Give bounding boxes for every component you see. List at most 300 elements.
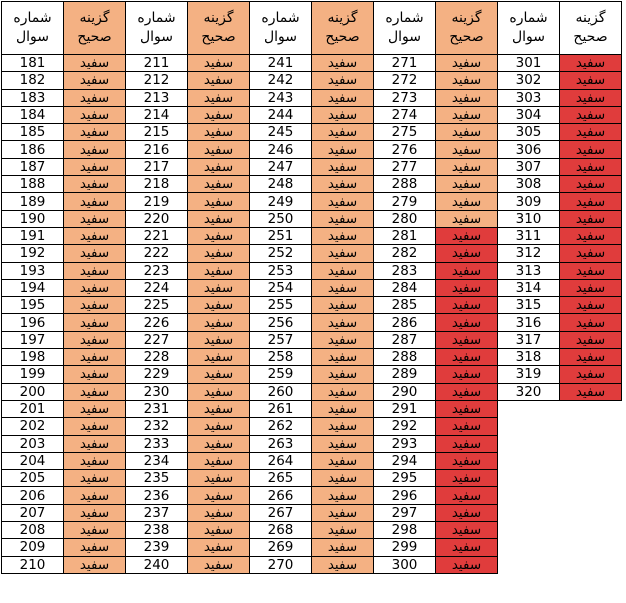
correct-answer-cell: سفید	[188, 106, 250, 123]
correct-answer-cell: سفید	[64, 124, 126, 141]
table-row	[2, 141, 622, 158]
correct-answer-cell: سفید	[312, 227, 374, 244]
correct-answer-cell: سفید	[560, 227, 622, 244]
header-row	[2, 2, 622, 55]
correct-answer-cell: سفید	[64, 210, 126, 227]
header-question-number: شماره سوال	[374, 2, 436, 55]
question-number-cell: 186	[2, 141, 64, 158]
question-number-cell: 209	[2, 539, 64, 556]
question-number-cell: 283	[374, 262, 436, 279]
question-number-cell: 282	[374, 245, 436, 262]
correct-answer-cell: سفید	[312, 193, 374, 210]
correct-answer-cell: سفید	[312, 314, 374, 331]
table-row	[2, 349, 622, 366]
question-number-cell: 298	[374, 522, 436, 539]
question-number-cell: 318	[498, 349, 560, 366]
correct-answer-cell: سفید	[560, 262, 622, 279]
question-number-cell: 211	[126, 55, 188, 72]
question-number-cell: 246	[250, 141, 312, 158]
correct-answer-cell: سفید	[560, 124, 622, 141]
empty-cell	[498, 522, 560, 539]
question-number-cell: 292	[374, 418, 436, 435]
question-number-cell: 222	[126, 245, 188, 262]
empty-cell	[498, 556, 560, 573]
question-number-cell: 271	[374, 55, 436, 72]
table-row	[2, 383, 622, 400]
correct-answer-cell: سفید	[188, 193, 250, 210]
table-row	[2, 452, 622, 469]
correct-answer-cell: سفید	[188, 349, 250, 366]
empty-cell	[560, 539, 622, 556]
question-number-cell: 210	[2, 556, 64, 573]
question-number-cell: 308	[498, 176, 560, 193]
correct-answer-cell: سفید	[64, 487, 126, 504]
table-row	[2, 400, 622, 417]
correct-answer-cell: سفید	[64, 55, 126, 72]
correct-answer-cell: سفید	[436, 331, 498, 348]
question-number-cell: 270	[250, 556, 312, 573]
correct-answer-cell: سفید	[188, 556, 250, 573]
question-number-cell: 241	[250, 55, 312, 72]
correct-answer-cell: سفید	[188, 55, 250, 72]
question-number-cell: 255	[250, 297, 312, 314]
correct-answer-cell: سفید	[64, 435, 126, 452]
question-number-cell: 223	[126, 262, 188, 279]
correct-answer-cell: سفید	[436, 418, 498, 435]
empty-cell	[560, 418, 622, 435]
question-number-cell: 231	[126, 400, 188, 417]
question-number-cell: 229	[126, 366, 188, 383]
question-number-cell: 320	[498, 383, 560, 400]
correct-answer-cell: سفید	[188, 487, 250, 504]
question-number-cell: 228	[126, 349, 188, 366]
correct-answer-cell: سفید	[436, 349, 498, 366]
question-number-cell: 316	[498, 314, 560, 331]
correct-answer-cell: سفید	[312, 349, 374, 366]
table-row	[2, 314, 622, 331]
correct-answer-cell: سفید	[312, 539, 374, 556]
correct-answer-cell: سفید	[312, 106, 374, 123]
correct-answer-cell: سفید	[312, 522, 374, 539]
correct-answer-cell: سفید	[312, 141, 374, 158]
question-number-cell: 311	[498, 227, 560, 244]
table-row	[2, 227, 622, 244]
header-question-number: شماره سوال	[498, 2, 560, 55]
question-number-cell: 221	[126, 227, 188, 244]
question-number-cell: 257	[250, 331, 312, 348]
empty-cell	[498, 539, 560, 556]
question-number-cell: 212	[126, 72, 188, 89]
question-number-cell: 289	[374, 366, 436, 383]
question-number-cell: 266	[250, 487, 312, 504]
question-number-cell: 264	[250, 452, 312, 469]
correct-answer-cell: سفید	[436, 176, 498, 193]
correct-answer-cell: سفید	[188, 435, 250, 452]
correct-answer-cell: سفید	[436, 279, 498, 296]
correct-answer-cell: سفید	[436, 141, 498, 158]
question-number-cell: 234	[126, 452, 188, 469]
question-number-cell: 199	[2, 366, 64, 383]
correct-answer-cell: سفید	[312, 55, 374, 72]
question-number-cell: 218	[126, 176, 188, 193]
correct-answer-cell: سفید	[312, 556, 374, 573]
question-number-cell: 263	[250, 435, 312, 452]
empty-cell	[560, 522, 622, 539]
correct-answer-cell: سفید	[312, 124, 374, 141]
question-number-cell: 277	[374, 158, 436, 175]
correct-answer-cell: سفید	[312, 89, 374, 106]
correct-answer-cell: سفید	[436, 227, 498, 244]
correct-answer-cell: سفید	[436, 383, 498, 400]
correct-answer-cell: سفید	[188, 227, 250, 244]
question-number-cell: 314	[498, 279, 560, 296]
question-number-cell: 249	[250, 193, 312, 210]
question-number-cell: 285	[374, 297, 436, 314]
header-correct-option: گزینه صحیح	[560, 2, 622, 55]
correct-answer-cell: سفید	[560, 210, 622, 227]
question-number-cell: 251	[250, 227, 312, 244]
answer-key-table-container	[1, 1, 622, 574]
correct-answer-cell: سفید	[64, 539, 126, 556]
correct-answer-cell: سفید	[436, 193, 498, 210]
correct-answer-cell: سفید	[188, 158, 250, 175]
question-number-cell: 290	[374, 383, 436, 400]
correct-answer-cell: سفید	[560, 331, 622, 348]
question-number-cell: 319	[498, 366, 560, 383]
correct-answer-cell: سفید	[436, 487, 498, 504]
correct-answer-cell: سفید	[560, 55, 622, 72]
answer-key-table	[1, 1, 622, 574]
correct-answer-cell: سفید	[64, 349, 126, 366]
question-number-cell: 295	[374, 470, 436, 487]
empty-cell	[498, 452, 560, 469]
question-number-cell: 207	[2, 504, 64, 521]
table-row	[2, 176, 622, 193]
correct-answer-cell: سفید	[436, 210, 498, 227]
correct-answer-cell: سفید	[436, 400, 498, 417]
table-row	[2, 297, 622, 314]
correct-answer-cell: سفید	[560, 158, 622, 175]
question-number-cell: 280	[374, 210, 436, 227]
question-number-cell: 245	[250, 124, 312, 141]
correct-answer-cell: سفید	[560, 141, 622, 158]
correct-answer-cell: سفید	[64, 106, 126, 123]
correct-answer-cell: سفید	[560, 193, 622, 210]
correct-answer-cell: سفید	[188, 452, 250, 469]
question-number-cell: 253	[250, 262, 312, 279]
question-number-cell: 303	[498, 89, 560, 106]
question-number-cell: 205	[2, 470, 64, 487]
question-number-cell: 267	[250, 504, 312, 521]
question-number-cell: 243	[250, 89, 312, 106]
empty-cell	[498, 435, 560, 452]
question-number-cell: 233	[126, 435, 188, 452]
table-row	[2, 158, 622, 175]
question-number-cell: 262	[250, 418, 312, 435]
header-question-number: شماره سوال	[2, 2, 64, 55]
correct-answer-cell: سفید	[312, 245, 374, 262]
question-number-cell: 188	[2, 176, 64, 193]
question-number-cell: 256	[250, 314, 312, 331]
correct-answer-cell: سفید	[312, 487, 374, 504]
correct-answer-cell: سفید	[188, 262, 250, 279]
question-number-cell: 260	[250, 383, 312, 400]
correct-answer-cell: سفید	[560, 176, 622, 193]
question-number-cell: 201	[2, 400, 64, 417]
table-row	[2, 72, 622, 89]
question-number-cell: 213	[126, 89, 188, 106]
correct-answer-cell: سفید	[436, 89, 498, 106]
question-number-cell: 268	[250, 522, 312, 539]
question-number-cell: 185	[2, 124, 64, 141]
question-number-cell: 182	[2, 72, 64, 89]
correct-answer-cell: سفید	[64, 470, 126, 487]
correct-answer-cell: سفید	[560, 349, 622, 366]
correct-answer-cell: سفید	[188, 89, 250, 106]
question-number-cell: 294	[374, 452, 436, 469]
correct-answer-cell: سفید	[560, 89, 622, 106]
correct-answer-cell: سفید	[436, 245, 498, 262]
question-number-cell: 312	[498, 245, 560, 262]
question-number-cell: 248	[250, 176, 312, 193]
question-number-cell: 197	[2, 331, 64, 348]
question-number-cell: 240	[126, 556, 188, 573]
correct-answer-cell: سفید	[436, 262, 498, 279]
correct-answer-cell: سفید	[436, 72, 498, 89]
header-correct-option: گزینه صحیح	[312, 2, 374, 55]
correct-answer-cell: سفید	[312, 366, 374, 383]
correct-answer-cell: سفید	[188, 297, 250, 314]
question-number-cell: 276	[374, 141, 436, 158]
table-row	[2, 89, 622, 106]
question-number-cell: 305	[498, 124, 560, 141]
correct-answer-cell: سفید	[64, 158, 126, 175]
correct-answer-cell: سفید	[188, 176, 250, 193]
question-number-cell: 300	[374, 556, 436, 573]
correct-answer-cell: سفید	[312, 435, 374, 452]
question-number-cell: 204	[2, 452, 64, 469]
question-number-cell: 227	[126, 331, 188, 348]
correct-answer-cell: سفید	[64, 297, 126, 314]
question-number-cell: 226	[126, 314, 188, 331]
question-number-cell: 225	[126, 297, 188, 314]
question-number-cell: 306	[498, 141, 560, 158]
correct-answer-cell: سفید	[188, 72, 250, 89]
correct-answer-cell: سفید	[560, 297, 622, 314]
question-number-cell: 239	[126, 539, 188, 556]
question-number-cell: 235	[126, 470, 188, 487]
question-number-cell: 230	[126, 383, 188, 400]
correct-answer-cell: سفید	[312, 452, 374, 469]
question-number-cell: 202	[2, 418, 64, 435]
correct-answer-cell: سفید	[560, 72, 622, 89]
correct-answer-cell: سفید	[312, 418, 374, 435]
question-number-cell: 310	[498, 210, 560, 227]
question-number-cell: 317	[498, 331, 560, 348]
table-row	[2, 262, 622, 279]
question-number-cell: 288	[374, 176, 436, 193]
correct-answer-cell: سفید	[188, 400, 250, 417]
table-row	[2, 504, 622, 521]
table-row	[2, 279, 622, 296]
correct-answer-cell: سفید	[312, 262, 374, 279]
question-number-cell: 236	[126, 487, 188, 504]
correct-answer-cell: سفید	[436, 314, 498, 331]
empty-cell	[498, 418, 560, 435]
question-number-cell: 309	[498, 193, 560, 210]
correct-answer-cell: سفید	[312, 383, 374, 400]
question-number-cell: 214	[126, 106, 188, 123]
correct-answer-cell: سفید	[436, 435, 498, 452]
correct-answer-cell: سفید	[188, 314, 250, 331]
table-row	[2, 245, 622, 262]
correct-answer-cell: سفید	[188, 470, 250, 487]
correct-answer-cell: سفید	[64, 331, 126, 348]
table-row	[2, 470, 622, 487]
empty-cell	[498, 487, 560, 504]
correct-answer-cell: سفید	[64, 314, 126, 331]
correct-answer-cell: سفید	[188, 141, 250, 158]
correct-answer-cell: سفید	[64, 556, 126, 573]
question-number-cell: 286	[374, 314, 436, 331]
question-number-cell: 288	[374, 349, 436, 366]
question-number-cell: 244	[250, 106, 312, 123]
correct-answer-cell: سفید	[436, 522, 498, 539]
question-number-cell: 315	[498, 297, 560, 314]
table-row	[2, 366, 622, 383]
question-number-cell: 184	[2, 106, 64, 123]
correct-answer-cell: سفید	[436, 106, 498, 123]
question-number-cell: 252	[250, 245, 312, 262]
question-number-cell: 193	[2, 262, 64, 279]
question-number-cell: 250	[250, 210, 312, 227]
table-row	[2, 539, 622, 556]
question-number-cell: 217	[126, 158, 188, 175]
question-number-cell: 219	[126, 193, 188, 210]
question-number-cell: 272	[374, 72, 436, 89]
question-number-cell: 269	[250, 539, 312, 556]
table-row	[2, 487, 622, 504]
correct-answer-cell: سفید	[436, 539, 498, 556]
correct-answer-cell: سفید	[436, 55, 498, 72]
correct-answer-cell: سفید	[312, 158, 374, 175]
question-number-cell: 301	[498, 55, 560, 72]
correct-answer-cell: سفید	[560, 106, 622, 123]
question-number-cell: 208	[2, 522, 64, 539]
correct-answer-cell: سفید	[436, 452, 498, 469]
correct-answer-cell: سفید	[64, 522, 126, 539]
question-number-cell: 297	[374, 504, 436, 521]
correct-answer-cell: سفید	[188, 504, 250, 521]
question-number-cell: 274	[374, 106, 436, 123]
question-number-cell: 206	[2, 487, 64, 504]
question-number-cell: 273	[374, 89, 436, 106]
correct-answer-cell: سفید	[64, 89, 126, 106]
correct-answer-cell: سفید	[188, 210, 250, 227]
correct-answer-cell: سفید	[188, 279, 250, 296]
correct-answer-cell: سفید	[64, 383, 126, 400]
question-number-cell: 238	[126, 522, 188, 539]
empty-cell	[498, 504, 560, 521]
correct-answer-cell: سفید	[188, 245, 250, 262]
correct-answer-cell: سفید	[188, 418, 250, 435]
correct-answer-cell: سفید	[436, 366, 498, 383]
question-number-cell: 242	[250, 72, 312, 89]
correct-answer-cell: سفید	[560, 366, 622, 383]
correct-answer-cell: سفید	[560, 279, 622, 296]
question-number-cell: 190	[2, 210, 64, 227]
table-row	[2, 210, 622, 227]
correct-answer-cell: سفید	[312, 297, 374, 314]
table-row	[2, 435, 622, 452]
empty-cell	[560, 556, 622, 573]
header-correct-option: گزینه صحیح	[64, 2, 126, 55]
correct-answer-cell: سفید	[64, 72, 126, 89]
correct-answer-cell: سفید	[560, 245, 622, 262]
correct-answer-cell: سفید	[436, 504, 498, 521]
header-correct-option: گزینه صحیح	[188, 2, 250, 55]
question-number-cell: 224	[126, 279, 188, 296]
empty-cell	[560, 452, 622, 469]
table-row	[2, 331, 622, 348]
question-number-cell: 304	[498, 106, 560, 123]
table-row	[2, 124, 622, 141]
question-number-cell: 194	[2, 279, 64, 296]
question-number-cell: 192	[2, 245, 64, 262]
question-number-cell: 302	[498, 72, 560, 89]
question-number-cell: 181	[2, 55, 64, 72]
question-number-cell: 200	[2, 383, 64, 400]
question-number-cell: 183	[2, 89, 64, 106]
empty-cell	[560, 470, 622, 487]
correct-answer-cell: سفید	[560, 383, 622, 400]
correct-answer-cell: سفید	[64, 400, 126, 417]
question-number-cell: 296	[374, 487, 436, 504]
question-number-cell: 189	[2, 193, 64, 210]
question-number-cell: 195	[2, 297, 64, 314]
question-number-cell: 191	[2, 227, 64, 244]
question-number-cell: 259	[250, 366, 312, 383]
header-question-number: شماره سوال	[126, 2, 188, 55]
question-number-cell: 198	[2, 349, 64, 366]
correct-answer-cell: سفید	[312, 210, 374, 227]
correct-answer-cell: سفید	[64, 366, 126, 383]
empty-cell	[560, 487, 622, 504]
question-number-cell: 313	[498, 262, 560, 279]
correct-answer-cell: سفید	[188, 539, 250, 556]
correct-answer-cell: سفید	[64, 227, 126, 244]
correct-answer-cell: سفید	[64, 279, 126, 296]
correct-answer-cell: سفید	[64, 504, 126, 521]
correct-answer-cell: سفید	[188, 366, 250, 383]
header-correct-option: گزینه صحیح	[436, 2, 498, 55]
correct-answer-cell: سفید	[64, 418, 126, 435]
empty-cell	[560, 504, 622, 521]
question-number-cell: 261	[250, 400, 312, 417]
correct-answer-cell: سفید	[312, 331, 374, 348]
question-number-cell: 215	[126, 124, 188, 141]
correct-answer-cell: سفید	[64, 176, 126, 193]
question-number-cell: 187	[2, 158, 64, 175]
correct-answer-cell: سفید	[436, 470, 498, 487]
correct-answer-cell: سفید	[436, 556, 498, 573]
correct-answer-cell: سفید	[312, 176, 374, 193]
table-row	[2, 193, 622, 210]
table-row	[2, 522, 622, 539]
correct-answer-cell: سفید	[312, 504, 374, 521]
correct-answer-cell: سفید	[188, 331, 250, 348]
empty-cell	[560, 435, 622, 452]
